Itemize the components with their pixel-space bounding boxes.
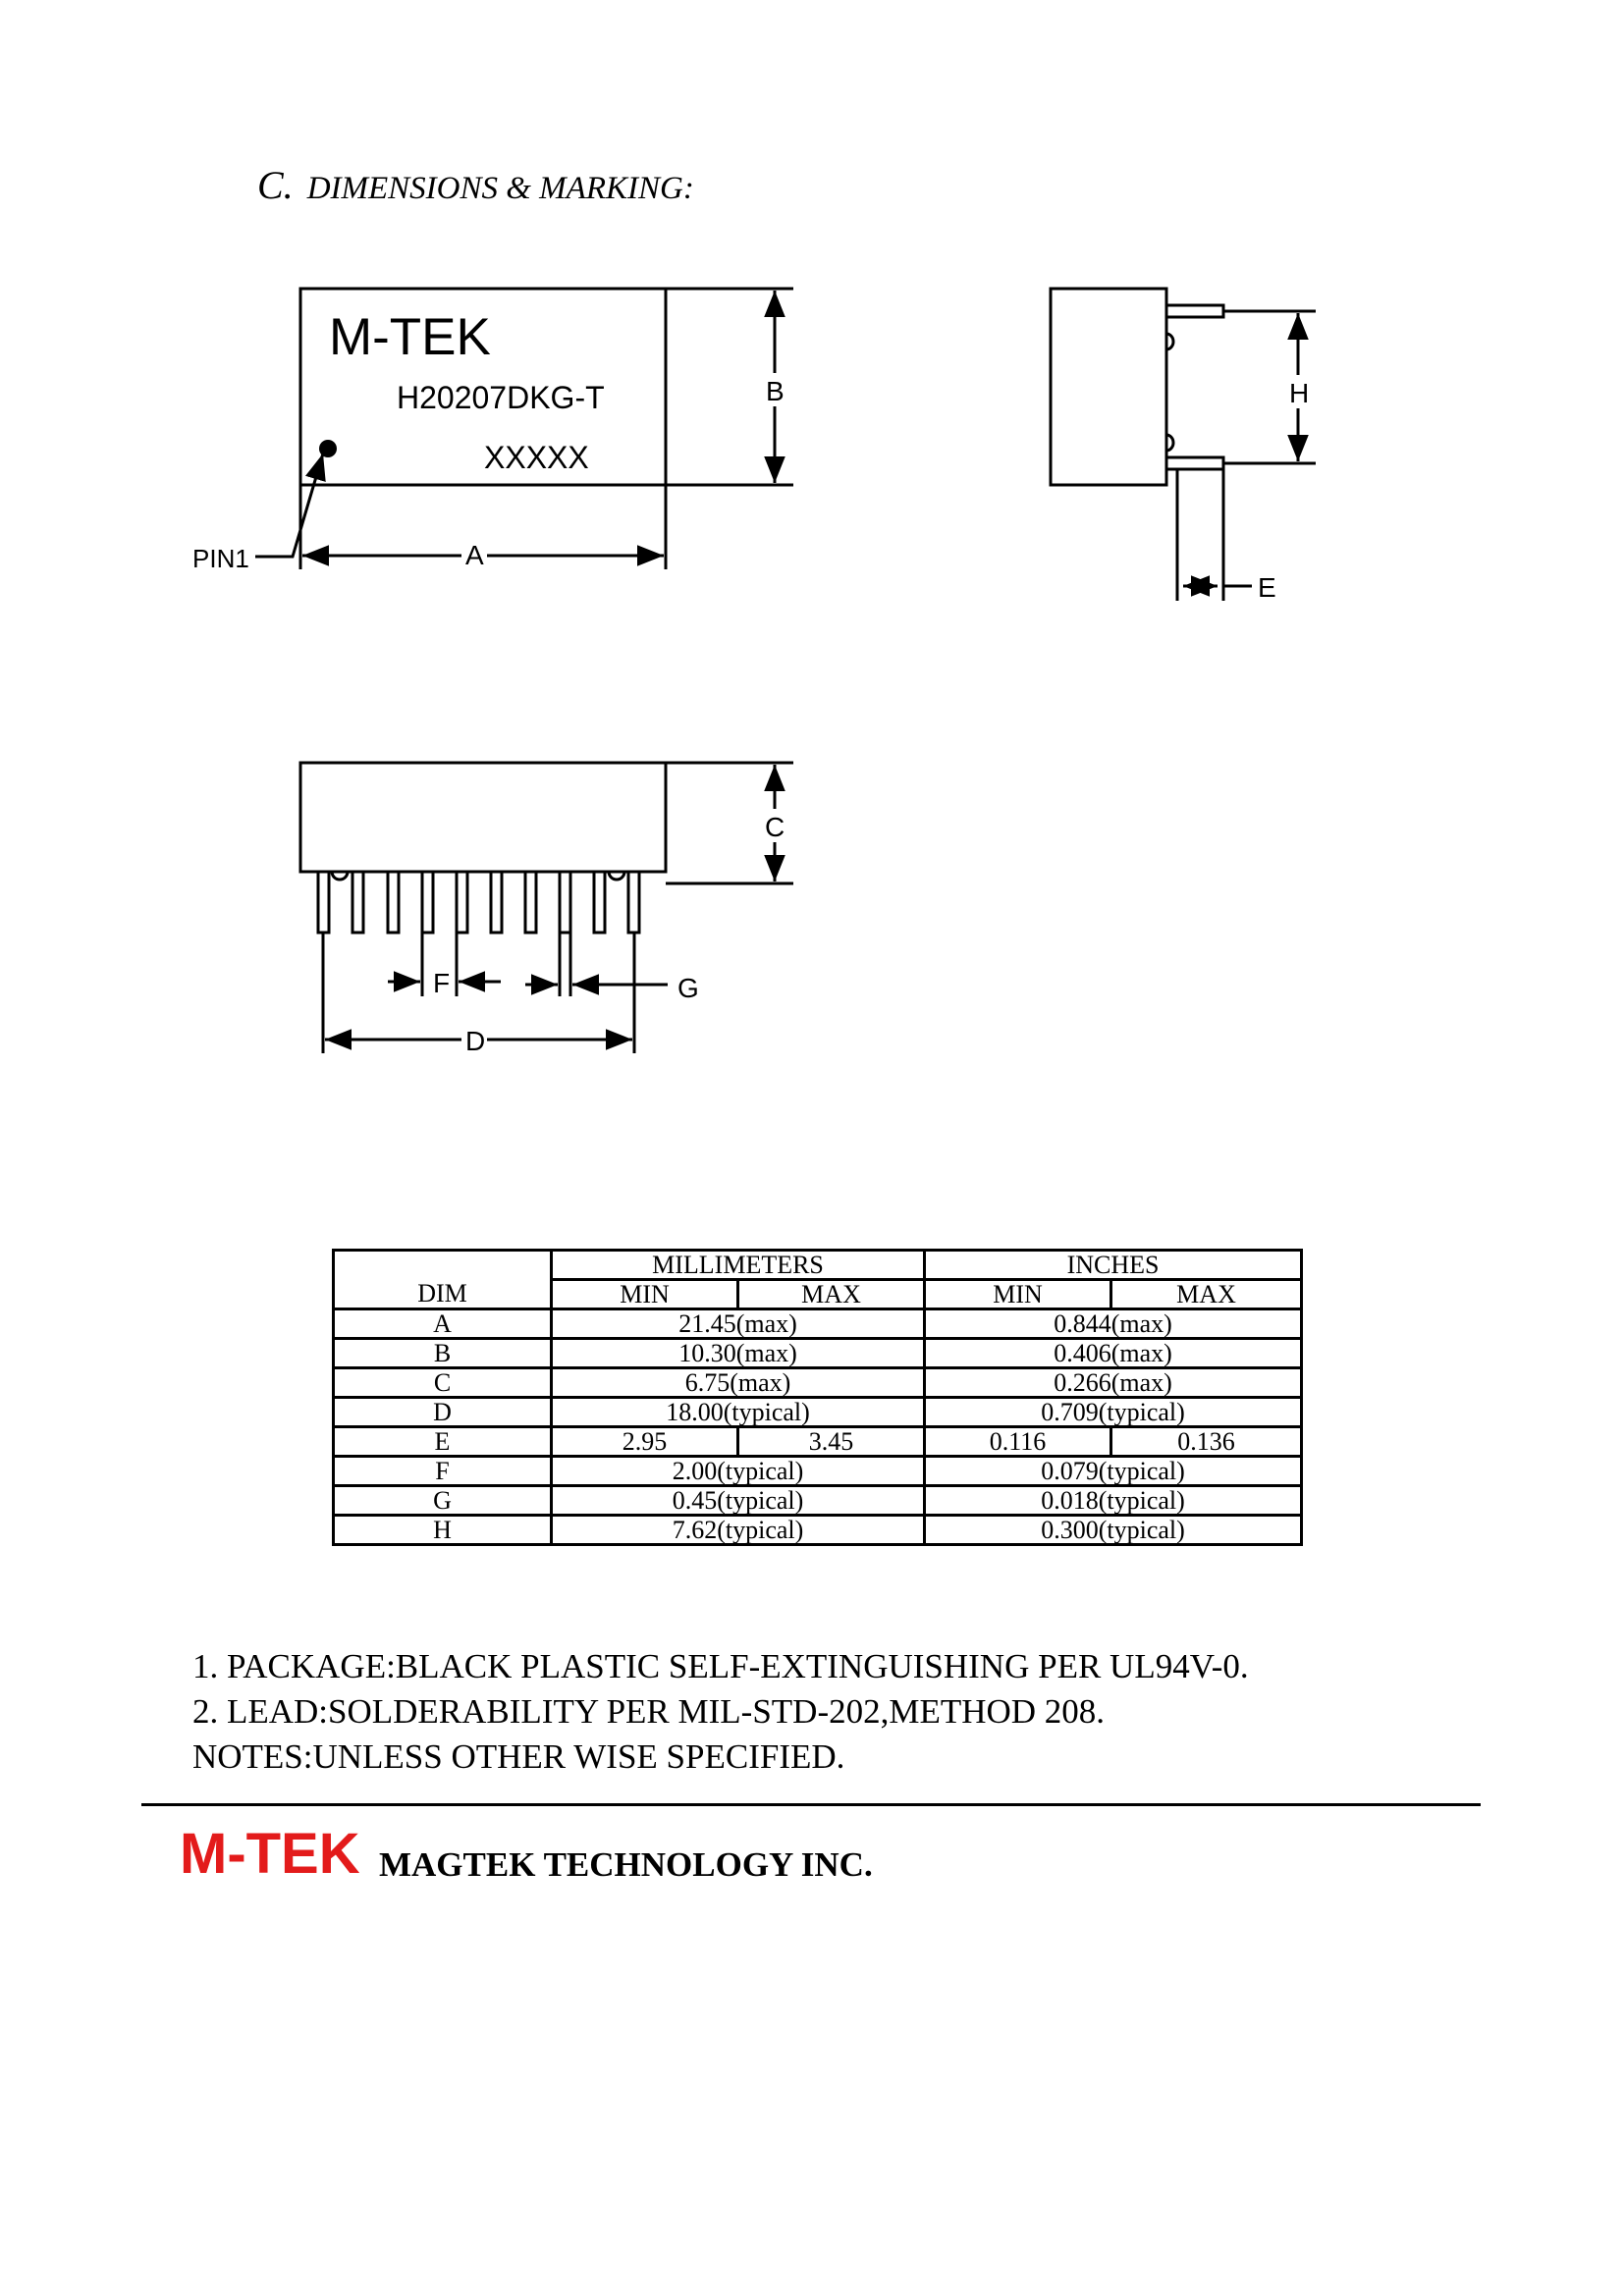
front-pin: [560, 872, 570, 933]
marking-part-number: H20207DKG-T: [397, 380, 605, 415]
cell-dim: B: [334, 1339, 552, 1368]
table-row: [334, 1309, 1302, 1339]
table-subheader-row: [334, 1280, 1302, 1309]
pin1-leader: [255, 454, 323, 557]
front-pin: [525, 872, 536, 933]
table-header-row: [334, 1251, 1302, 1280]
table-row: [334, 1486, 1302, 1516]
front-pin: [318, 872, 329, 933]
cell-in: 0.266(max): [925, 1368, 1302, 1398]
header-inches: INCHES: [925, 1251, 1302, 1280]
marking-brand: M-TEK: [329, 308, 491, 366]
front-pin: [388, 872, 399, 933]
note-package: 1. PACKAGE:BLACK PLASTIC SELF-EXTINGUISHING PER UL94V-0.: [192, 1647, 1249, 1685]
front-pin: [352, 872, 363, 933]
cell-dim: C: [334, 1368, 552, 1398]
table-row: [334, 1368, 1302, 1398]
pin1-dot: [319, 440, 337, 457]
dim-label-b: B: [766, 376, 785, 406]
cell-dim: A: [334, 1309, 552, 1339]
cell-in: 0.406(max): [925, 1339, 1302, 1368]
header-dim-top: [334, 1251, 552, 1280]
header-mm-max: MAX: [738, 1280, 925, 1309]
front-pin: [491, 872, 502, 933]
cell-in: 0.300(typical): [925, 1516, 1302, 1545]
pin1-label: PIN1: [192, 544, 249, 573]
front-pin: [628, 872, 639, 933]
table-row: [334, 1339, 1302, 1368]
cell-dim: G: [334, 1486, 552, 1516]
header-millimeters: MILLIMETERS: [552, 1251, 925, 1280]
table-row: [334, 1516, 1302, 1545]
cell-mm: 18.00(typical): [552, 1398, 925, 1427]
footer-logo: M-TEK: [180, 1822, 360, 1886]
cell-in-max: 0.136: [1111, 1427, 1302, 1457]
side-view: [1051, 289, 1316, 601]
cell-mm-min: 2.95: [552, 1427, 738, 1457]
header-in-max: MAX: [1111, 1280, 1302, 1309]
dim-label-h: H: [1289, 378, 1310, 408]
cell-dim: H: [334, 1516, 552, 1545]
cell-in-min: 0.116: [925, 1427, 1111, 1457]
front-pin: [422, 872, 433, 933]
cell-in: 0.018(typical): [925, 1486, 1302, 1516]
cell-in: 0.709(typical): [925, 1398, 1302, 1427]
header-mm-min: MIN: [552, 1280, 738, 1309]
front-pin: [594, 872, 605, 933]
front-view: [300, 763, 793, 1053]
side-lead-upper: [1166, 305, 1223, 317]
dim-label-a: A: [465, 540, 484, 570]
dim-label-d: D: [465, 1026, 486, 1056]
cell-in: 0.844(max): [925, 1309, 1302, 1339]
cell-mm: 6.75(max): [552, 1368, 925, 1398]
cell-mm: 2.00(typical): [552, 1457, 925, 1486]
package-body-side: [1051, 289, 1166, 485]
dim-label-g: G: [677, 973, 699, 1003]
table-row: [334, 1427, 1302, 1457]
note-unless: NOTES:UNLESS OTHER WISE SPECIFIED.: [192, 1737, 845, 1776]
note-lead: 2. LEAD:SOLDERABILITY PER MIL-STD-202,METHOD 208.: [192, 1692, 1106, 1731]
cell-mm-max: 3.45: [738, 1427, 925, 1457]
marking-code: XXXXX: [484, 440, 589, 475]
dim-label-f: F: [433, 968, 451, 998]
cell-dim: D: [334, 1398, 552, 1427]
dim-label-e: E: [1258, 572, 1276, 603]
front-pin: [457, 872, 467, 933]
table-row: [334, 1398, 1302, 1427]
cell-mm: 21.45(max): [552, 1309, 925, 1339]
dim-label-c: C: [765, 812, 785, 842]
cell-mm: 10.30(max): [552, 1339, 925, 1368]
section-heading: DIMENSIONS & MARKING:: [306, 171, 694, 206]
footer-company-name: MAGTEK TECHNOLOGY INC.: [379, 1845, 873, 1884]
dimensions-table: [332, 1249, 1303, 1546]
cell-dim: E: [334, 1427, 552, 1457]
cell-dim: F: [334, 1457, 552, 1486]
table-row: [334, 1457, 1302, 1486]
cell-mm: 7.62(typical): [552, 1516, 925, 1545]
footer-divider: [141, 1803, 1481, 1806]
notes-block: [192, 1644, 1249, 1780]
side-lead-lower: [1166, 457, 1223, 469]
header-in-min: MIN: [925, 1280, 1111, 1309]
cell-in: 0.079(typical): [925, 1457, 1302, 1486]
cell-mm: 0.45(typical): [552, 1486, 925, 1516]
package-body-front: [300, 763, 666, 872]
section-letter: C.: [257, 163, 294, 207]
header-dim: DIM: [334, 1280, 552, 1309]
